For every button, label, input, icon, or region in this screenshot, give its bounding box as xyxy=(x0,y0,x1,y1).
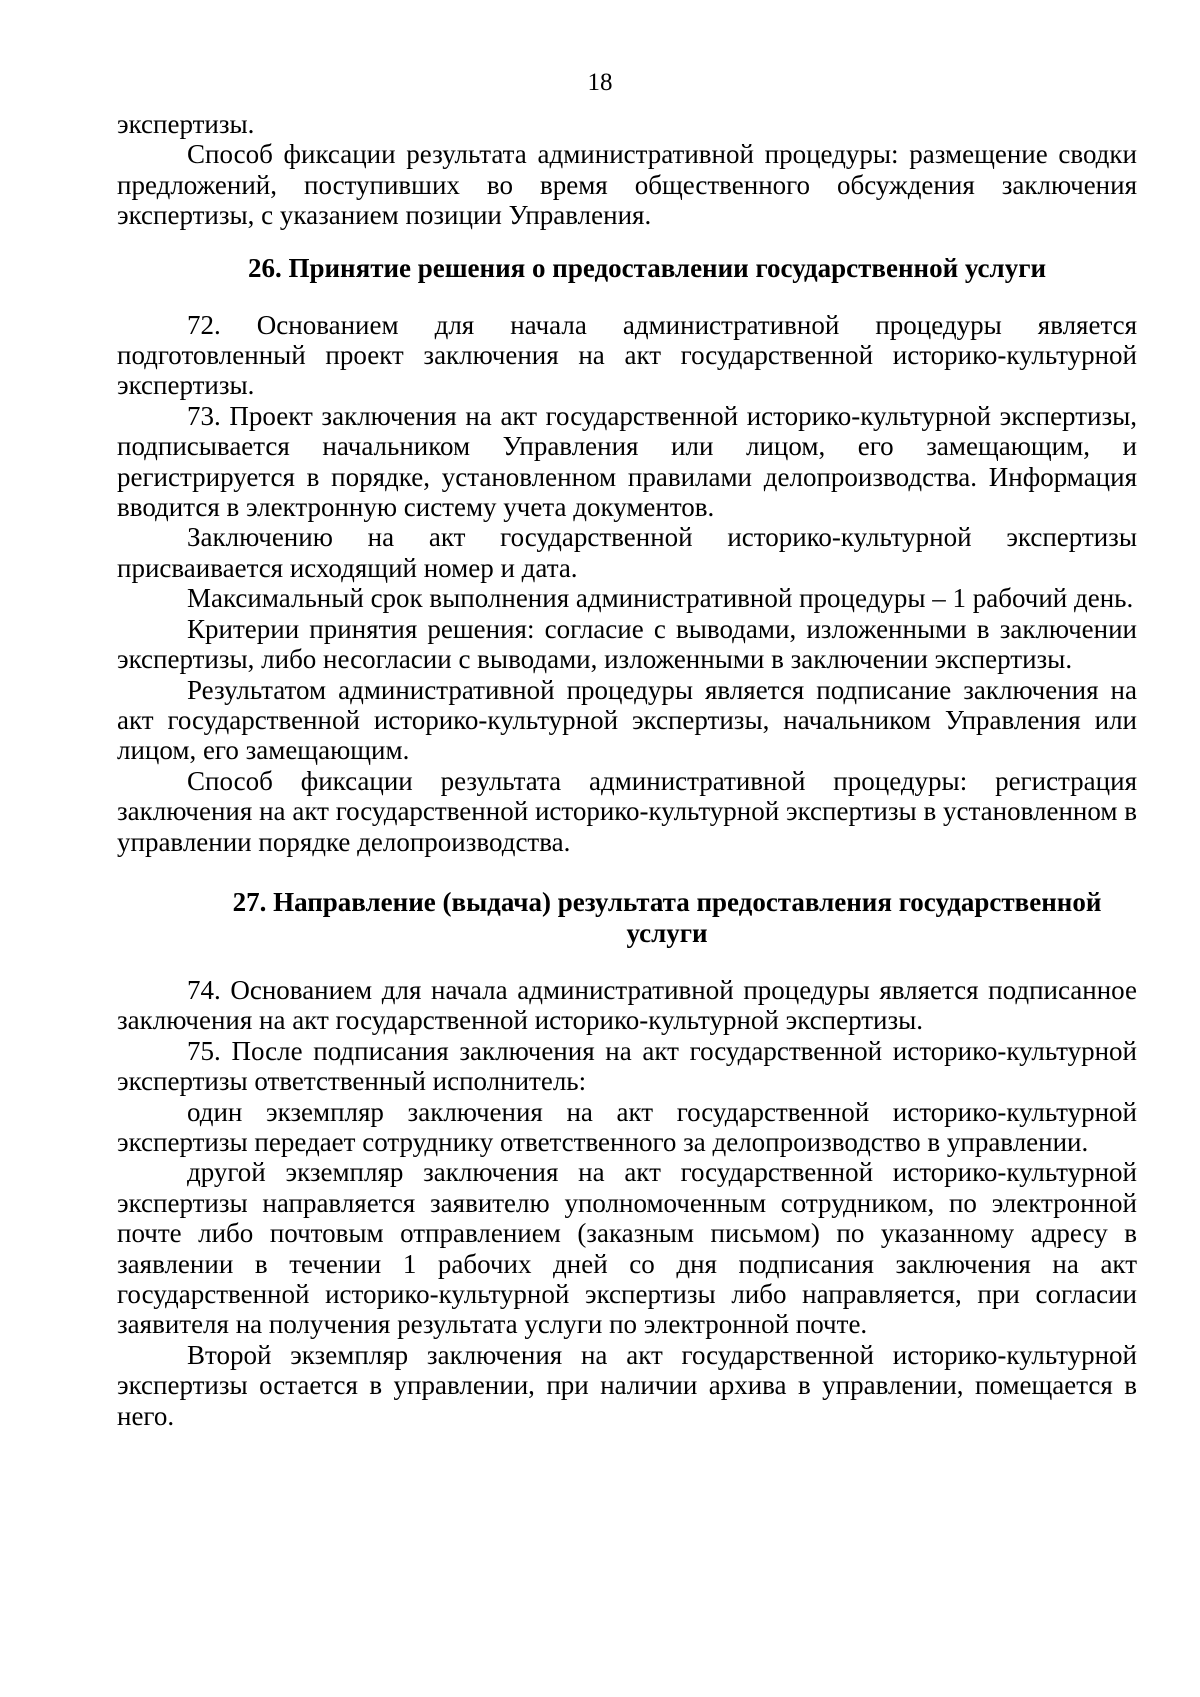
page-number: 18 xyxy=(587,69,613,96)
paragraph: Способ фиксации результата административной процедуры: регистрация заключения на акт государственной историко-культурной экспертизы в установленном в управлении порядке делопроизводства. xyxy=(117,765,1137,857)
paragraph: Способ фиксации результата административной процедуры: размещение сводки предложений, поступивших во время общественного обсуждения заключения экспертизы, с указанием позиции Управления. xyxy=(117,139,1137,231)
paragraph: 72. Основанием для начала административной процедуры является подготовленный проект заключения на акт государственной историко-культурной экспертизы. xyxy=(117,309,1137,401)
section-heading: 26. Принятие решения о предоставлении государственной услуги xyxy=(247,252,1047,283)
paragraph: Максимальный срок выполнения административной процедуры – 1 рабочий день. xyxy=(187,583,1134,614)
paragraph: Критерии принятия решения: согласие с выводами, изложенными в заключении экспертизы, либо несогласии с выводами, изложенными в заключении экспертизы. xyxy=(117,613,1137,675)
paragraph: Результатом административной процедуры является подписание заключения на акт государственной историко-культурной экспертизы, начальником Управления или лицом, его замещающим. xyxy=(117,674,1137,766)
paragraph: 74. Основанием для начала административной процедуры является подписанное заключения на акт государственной историко-культурной экспертизы. xyxy=(117,974,1137,1036)
paragraph: 75. После подписания заключения на акт государственной историко-культурной экспертизы ответственный исполнитель: xyxy=(117,1035,1137,1097)
paragraph: экспертизы. xyxy=(117,109,255,139)
paragraph: один экземпляр заключения на акт государственной историко-культурной экспертизы передает сотруднику ответственного за делопроизводство в управлении. xyxy=(117,1096,1137,1157)
paragraph: Второй экземпляр заключения на акт государственной историко-культурной экспертизы остается в управлении, при наличии архива в управлении, помещается в него. xyxy=(117,1339,1137,1431)
document-body xyxy=(117,109,1137,1431)
paragraph: 73. Проект заключения на акт государственной историко-культурной экспертизы, подписывается начальником Управления или лицом, его замещающим, и регистрируется в порядке, установленном правилами делопроизводства. Информация вводится в электронную систему учета документов. xyxy=(117,400,1137,523)
paragraph: Заключению на акт государственной историко-культурной экспертизы присваивается исходящий номер и дата. xyxy=(117,522,1137,583)
paragraph: другой экземпляр заключения на акт государственной историко-культурной экспертизы направляется заявителю уполномоченным сотрудником, по электронной почте либо почтовым отправлением (заказным письмом) по указанному адресу в заявлении в течении 1 рабочих дней со дня подписания заключения на акт государственной историко-культурной экспертизы либо направляется, при согласии заявителя на получения результата услуги по электронной почте. xyxy=(117,1157,1137,1340)
section-heading: 27. Направление (выдача) результата предоставления государственной услуги xyxy=(232,886,1102,948)
